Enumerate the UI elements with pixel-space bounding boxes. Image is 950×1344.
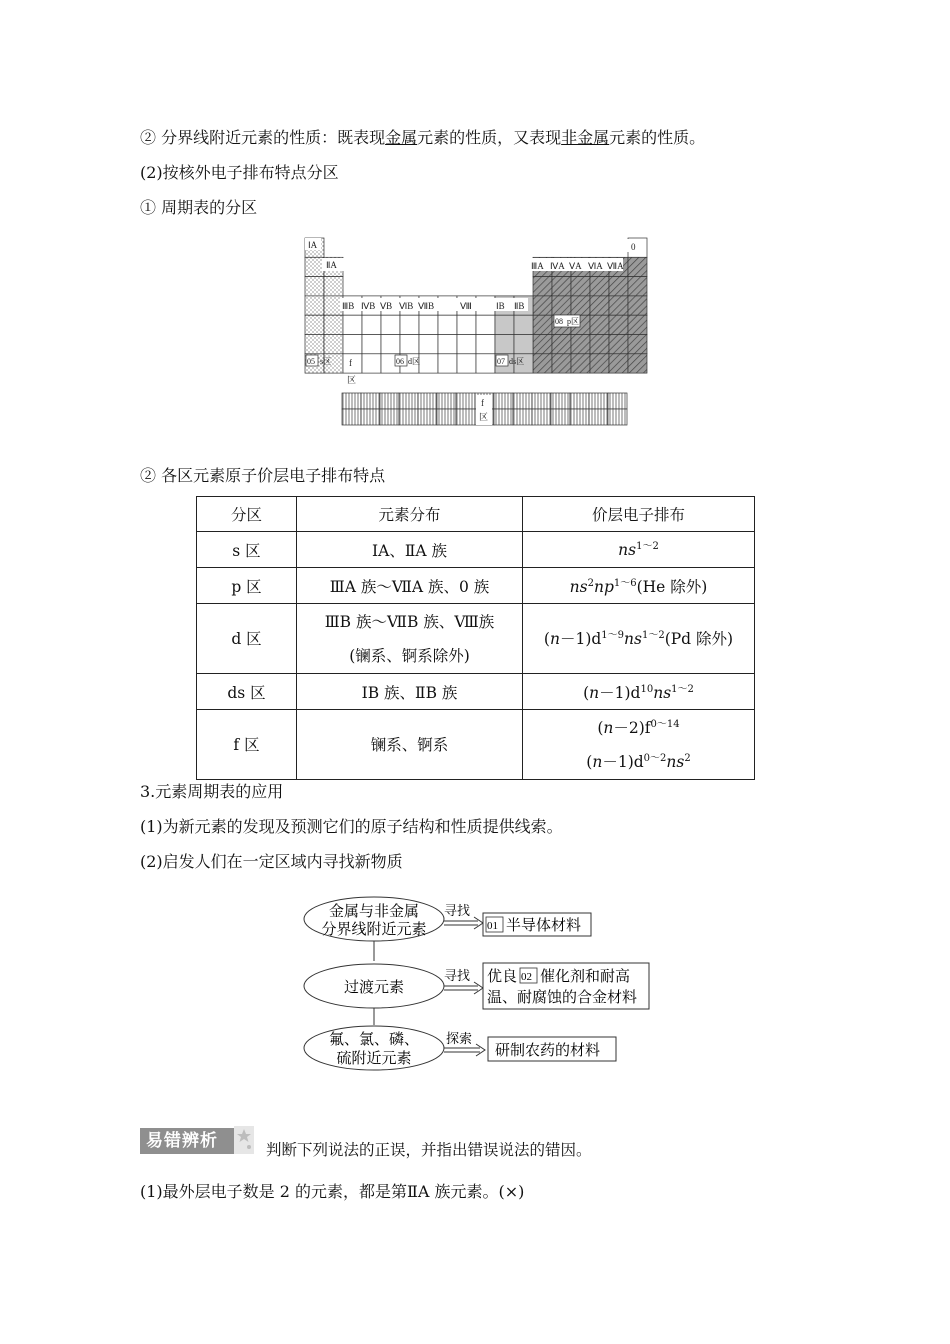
cell-config xyxy=(523,710,755,780)
cfg-np: np xyxy=(593,577,614,596)
element-cell xyxy=(343,315,362,334)
element-cell xyxy=(609,354,628,373)
element-cell xyxy=(552,277,571,296)
cfg-n: n xyxy=(589,683,600,702)
cfg-d: －1)d xyxy=(559,629,602,648)
cfg-exp: 0～14 xyxy=(650,718,680,730)
group-label-IB: ⅠB xyxy=(496,301,505,311)
element-cell xyxy=(609,335,628,354)
application-flow-diagram xyxy=(298,893,658,1073)
f-block-cell xyxy=(532,393,551,409)
group-label-VB: ⅤB xyxy=(380,301,393,311)
element-cell xyxy=(495,335,514,354)
element-cell xyxy=(514,315,533,334)
table-header-zone: 分区 xyxy=(197,497,297,532)
element-cell xyxy=(609,296,628,315)
element-cell xyxy=(324,335,343,354)
element-cell xyxy=(590,277,609,296)
boundary-text-pre: ② 分界线附近元素的性质：既表现 xyxy=(140,128,386,147)
box1-text: 半导体材料 xyxy=(506,918,582,934)
element-cell xyxy=(476,354,495,373)
f-block-cell xyxy=(589,409,608,425)
f-block-cell xyxy=(399,409,418,425)
group-label-IIA: ⅡA xyxy=(326,260,337,270)
element-cell xyxy=(533,296,552,315)
f-block-cell xyxy=(551,393,570,409)
element-cell xyxy=(628,257,647,276)
element-cell xyxy=(305,257,324,276)
boundary-text-mid: 元素的性质，又表现 xyxy=(417,128,562,147)
element-cell xyxy=(457,335,476,354)
f-block-cell xyxy=(494,409,513,425)
zone-label-f-top: f xyxy=(481,398,484,408)
f-block-cell xyxy=(361,409,380,425)
element-cell xyxy=(628,354,647,373)
element-cell xyxy=(609,277,628,296)
element-cell xyxy=(419,354,438,373)
f-block-cell xyxy=(589,393,608,409)
f-block-cell xyxy=(380,393,399,409)
f-block-cell xyxy=(513,393,532,409)
element-cell xyxy=(590,315,609,334)
cell-zone: p 区 xyxy=(197,568,297,604)
element-cell xyxy=(628,277,647,296)
zone-num-p: 08 xyxy=(555,317,563,326)
f-block-cell xyxy=(608,409,627,425)
cfg-d: －1)d xyxy=(599,683,641,702)
cfg-paren: ( xyxy=(543,629,550,648)
cfg-ns: ns xyxy=(618,540,637,559)
element-cell xyxy=(590,335,609,354)
f-block-cell xyxy=(608,393,627,409)
box2-line2: 温、耐腐蚀的合金材料 xyxy=(487,990,638,1006)
cell-zone: ds 区 xyxy=(197,674,297,710)
periodic-table-diagram xyxy=(300,235,650,430)
zone-num-d: 06 xyxy=(396,357,404,366)
element-cell xyxy=(571,277,590,296)
f-block-cell xyxy=(532,409,551,425)
cell-distribution-line: (镧系、锕系除外) xyxy=(349,646,470,665)
element-cell xyxy=(419,315,438,334)
oval2-text: 过渡元素 xyxy=(343,980,405,996)
zone-label-ds: ds区 xyxy=(509,357,525,366)
cfg-ns: ns xyxy=(569,577,588,596)
application-item-1: (1)为新元素的发现及预测它们的原子结构和性质提供线索。 xyxy=(140,817,563,836)
answer-nonmetal: 非金属 xyxy=(561,128,610,147)
cfg-exp: 1～2 xyxy=(671,683,694,695)
cfg-exp: 1～2 xyxy=(641,629,665,641)
box3-text: 研制农药的材料 xyxy=(495,1043,601,1059)
f-block-cell xyxy=(551,409,570,425)
element-cell xyxy=(628,315,647,334)
element-cell xyxy=(381,335,400,354)
star-icon xyxy=(234,1126,254,1154)
element-cell xyxy=(305,315,324,334)
cfg-exp: 1～9 xyxy=(601,629,625,641)
element-cell xyxy=(305,335,324,354)
heading-application: 3.元素周期表的应用 xyxy=(140,782,284,801)
group-label-IA: ⅠA xyxy=(308,240,318,250)
element-cell xyxy=(438,335,457,354)
element-cell xyxy=(381,315,400,334)
cfg-note: (He 除外) xyxy=(636,577,708,596)
element-cell xyxy=(609,315,628,334)
cell-distribution-line: ⅢB 族～ⅦB 族、Ⅷ族 xyxy=(324,612,495,631)
group-label-VIIB: ⅦB xyxy=(418,301,435,311)
arrow2-label: 寻找 xyxy=(444,968,471,983)
element-cell xyxy=(571,354,590,373)
cfg-exp: 0～2 xyxy=(643,752,667,764)
element-cell xyxy=(514,335,533,354)
cell-distribution: ⅢA 族～ⅦA 族、0 族 xyxy=(297,568,523,604)
cfg-ns: ns xyxy=(624,629,642,648)
oval3-line1: 氟、氯、磷、 xyxy=(328,1032,420,1048)
f-block-cell xyxy=(570,409,589,425)
cfg-f: －2)f xyxy=(613,718,651,737)
element-cell xyxy=(438,354,457,373)
cell-config xyxy=(523,568,755,604)
element-cell xyxy=(362,335,381,354)
f-block-cell xyxy=(513,409,532,425)
box1-num: 01 xyxy=(487,920,498,932)
group-label-VIIA: ⅦA xyxy=(607,261,624,271)
cell-zone: d 区 xyxy=(197,604,297,674)
f-block-cell xyxy=(399,393,418,409)
group-label-0: 0 xyxy=(631,242,636,252)
element-cell xyxy=(438,315,457,334)
f-block-cell xyxy=(361,393,380,409)
element-cell xyxy=(457,354,476,373)
f-block-cell xyxy=(437,409,456,425)
group-label-IIB: ⅡB xyxy=(514,301,525,311)
oval1-line1: 金属与非金属 xyxy=(328,904,420,920)
question-1: (1)最外层电子数是 2 的元素，都是第ⅡA 族元素。(×) xyxy=(140,1182,525,1201)
element-cell xyxy=(457,315,476,334)
element-cell xyxy=(305,277,324,296)
table-header-config: 价层电子排布 xyxy=(523,497,755,532)
element-cell xyxy=(533,315,552,334)
arrow-1 xyxy=(444,917,483,929)
table-row xyxy=(197,532,755,568)
f-block-cell xyxy=(456,393,475,409)
table-header-distribution: 元素分布 xyxy=(297,497,523,532)
subheading-partition: ① 周期表的分区 xyxy=(140,198,258,217)
cell-config xyxy=(523,674,755,710)
cfg-paren: ( xyxy=(583,683,590,702)
f-block-cell xyxy=(570,393,589,409)
zone-label-s: s区 xyxy=(320,357,332,366)
table-row xyxy=(197,710,755,780)
element-cell xyxy=(400,315,419,334)
f-block-cell xyxy=(437,393,456,409)
cell-zone: s 区 xyxy=(197,532,297,568)
cfg-exp: 2 xyxy=(587,577,594,589)
cfg-line xyxy=(527,711,750,745)
cell-distribution: ⅠB 族、ⅡB 族 xyxy=(297,674,523,710)
cfg-d: －1)d xyxy=(602,752,644,771)
arrow-2 xyxy=(444,982,483,994)
element-cell xyxy=(571,335,590,354)
error-analysis-badge: 易错辨析 xyxy=(140,1128,236,1154)
cfg-n: n xyxy=(592,752,603,771)
element-cell xyxy=(476,315,495,334)
element-cell xyxy=(552,335,571,354)
cell-zone: f 区 xyxy=(197,710,297,780)
cfg-ns: ns xyxy=(653,683,672,702)
f-block-cell xyxy=(494,393,513,409)
element-cell xyxy=(628,335,647,354)
cfg-n: n xyxy=(549,629,560,648)
element-cell xyxy=(362,315,381,334)
element-cell xyxy=(533,277,552,296)
cfg-exp: 1～2 xyxy=(636,540,659,552)
cell-config xyxy=(523,532,755,568)
element-cell xyxy=(343,354,362,373)
cell-distribution: ⅠA、ⅡA 族 xyxy=(297,532,523,568)
table-row xyxy=(197,604,755,674)
zone-label-f-top-main: f xyxy=(349,358,352,368)
zone-num-s: 05 xyxy=(307,357,315,366)
cfg-line xyxy=(527,745,750,779)
cfg-exp: 1～6 xyxy=(613,577,637,589)
cell-distribution xyxy=(297,604,523,674)
badge-instruction: 判断下列说法的正误，并指出错误说法的错因。 xyxy=(266,1141,592,1159)
group-label-IVA: ⅣA xyxy=(550,261,565,271)
cfg-exp: 10 xyxy=(640,683,654,695)
cell-config xyxy=(523,604,755,674)
zone-label-f-bottom-main: 区 xyxy=(347,375,357,385)
element-cell xyxy=(533,335,552,354)
f-block-cell xyxy=(380,409,399,425)
f-block-cell xyxy=(342,409,361,425)
element-cell xyxy=(400,335,419,354)
element-cell xyxy=(552,354,571,373)
application-item-2: (2)启发人们在一定区域内寻找新物质 xyxy=(140,852,403,871)
group-label-IIIB: ⅢB xyxy=(342,301,355,311)
zone-table xyxy=(196,496,755,780)
group-label-IIIA: ⅢA xyxy=(531,261,544,271)
f-block-cell xyxy=(456,409,475,425)
group-label-VIB: ⅥB xyxy=(399,301,414,311)
zone-label-p: p区 xyxy=(567,317,579,326)
answer-metal: 金属 xyxy=(385,128,418,147)
element-cell xyxy=(571,296,590,315)
arrow3-label: 探索 xyxy=(446,1031,473,1046)
zone-label-d: d区 xyxy=(408,357,420,366)
element-cell xyxy=(590,296,609,315)
element-cell xyxy=(552,296,571,315)
cfg-ns: ns xyxy=(666,752,685,771)
oval3-line2: 硫附近元素 xyxy=(336,1051,412,1067)
element-cell xyxy=(305,296,324,315)
zone-label-f-bottom: 区 xyxy=(479,412,489,422)
heading-electron-partition: (2)按核外电子排布特点分区 xyxy=(140,163,339,182)
boundary-paragraph xyxy=(140,127,705,149)
table-row xyxy=(197,568,755,604)
element-cell xyxy=(324,277,343,296)
element-cell xyxy=(476,335,495,354)
group-label-VA: ⅤA xyxy=(569,261,582,271)
oval1-line2: 分界线附近元素 xyxy=(321,922,427,938)
f-block-cell xyxy=(418,393,437,409)
element-cell xyxy=(628,296,647,315)
arrow1-label: 寻找 xyxy=(444,903,471,918)
boundary-text-post: 元素的性质。 xyxy=(609,128,706,147)
box2-num: 02 xyxy=(521,971,532,983)
element-cell xyxy=(324,315,343,334)
group-label-VIA: ⅥA xyxy=(588,261,603,271)
cfg-paren: ( xyxy=(586,752,593,771)
element-cell xyxy=(533,354,552,373)
element-cell xyxy=(495,315,514,334)
element-cell xyxy=(590,354,609,373)
cfg-paren: ( xyxy=(597,718,604,737)
group-label-VIII: Ⅷ xyxy=(460,301,472,311)
cfg-note: (Pd 除外) xyxy=(664,629,734,648)
cfg-n: n xyxy=(603,718,614,737)
box2-pre: 优良 xyxy=(487,969,518,985)
box2-line1: 催化剂和耐高 xyxy=(540,969,631,985)
group-label-IVB: ⅣB xyxy=(361,301,376,311)
cell-distribution: 镧系、锕系 xyxy=(297,710,523,780)
subheading-features: ② 各区元素原子价层电子排布特点 xyxy=(140,466,386,485)
cfg-exp: 2 xyxy=(684,752,691,764)
element-cell xyxy=(343,335,362,354)
zone-num-ds: 07 xyxy=(497,357,505,366)
element-cell xyxy=(362,354,381,373)
f-block-cell xyxy=(418,409,437,425)
element-cell xyxy=(419,335,438,354)
table-row xyxy=(197,674,755,710)
f-block-cell xyxy=(342,393,361,409)
